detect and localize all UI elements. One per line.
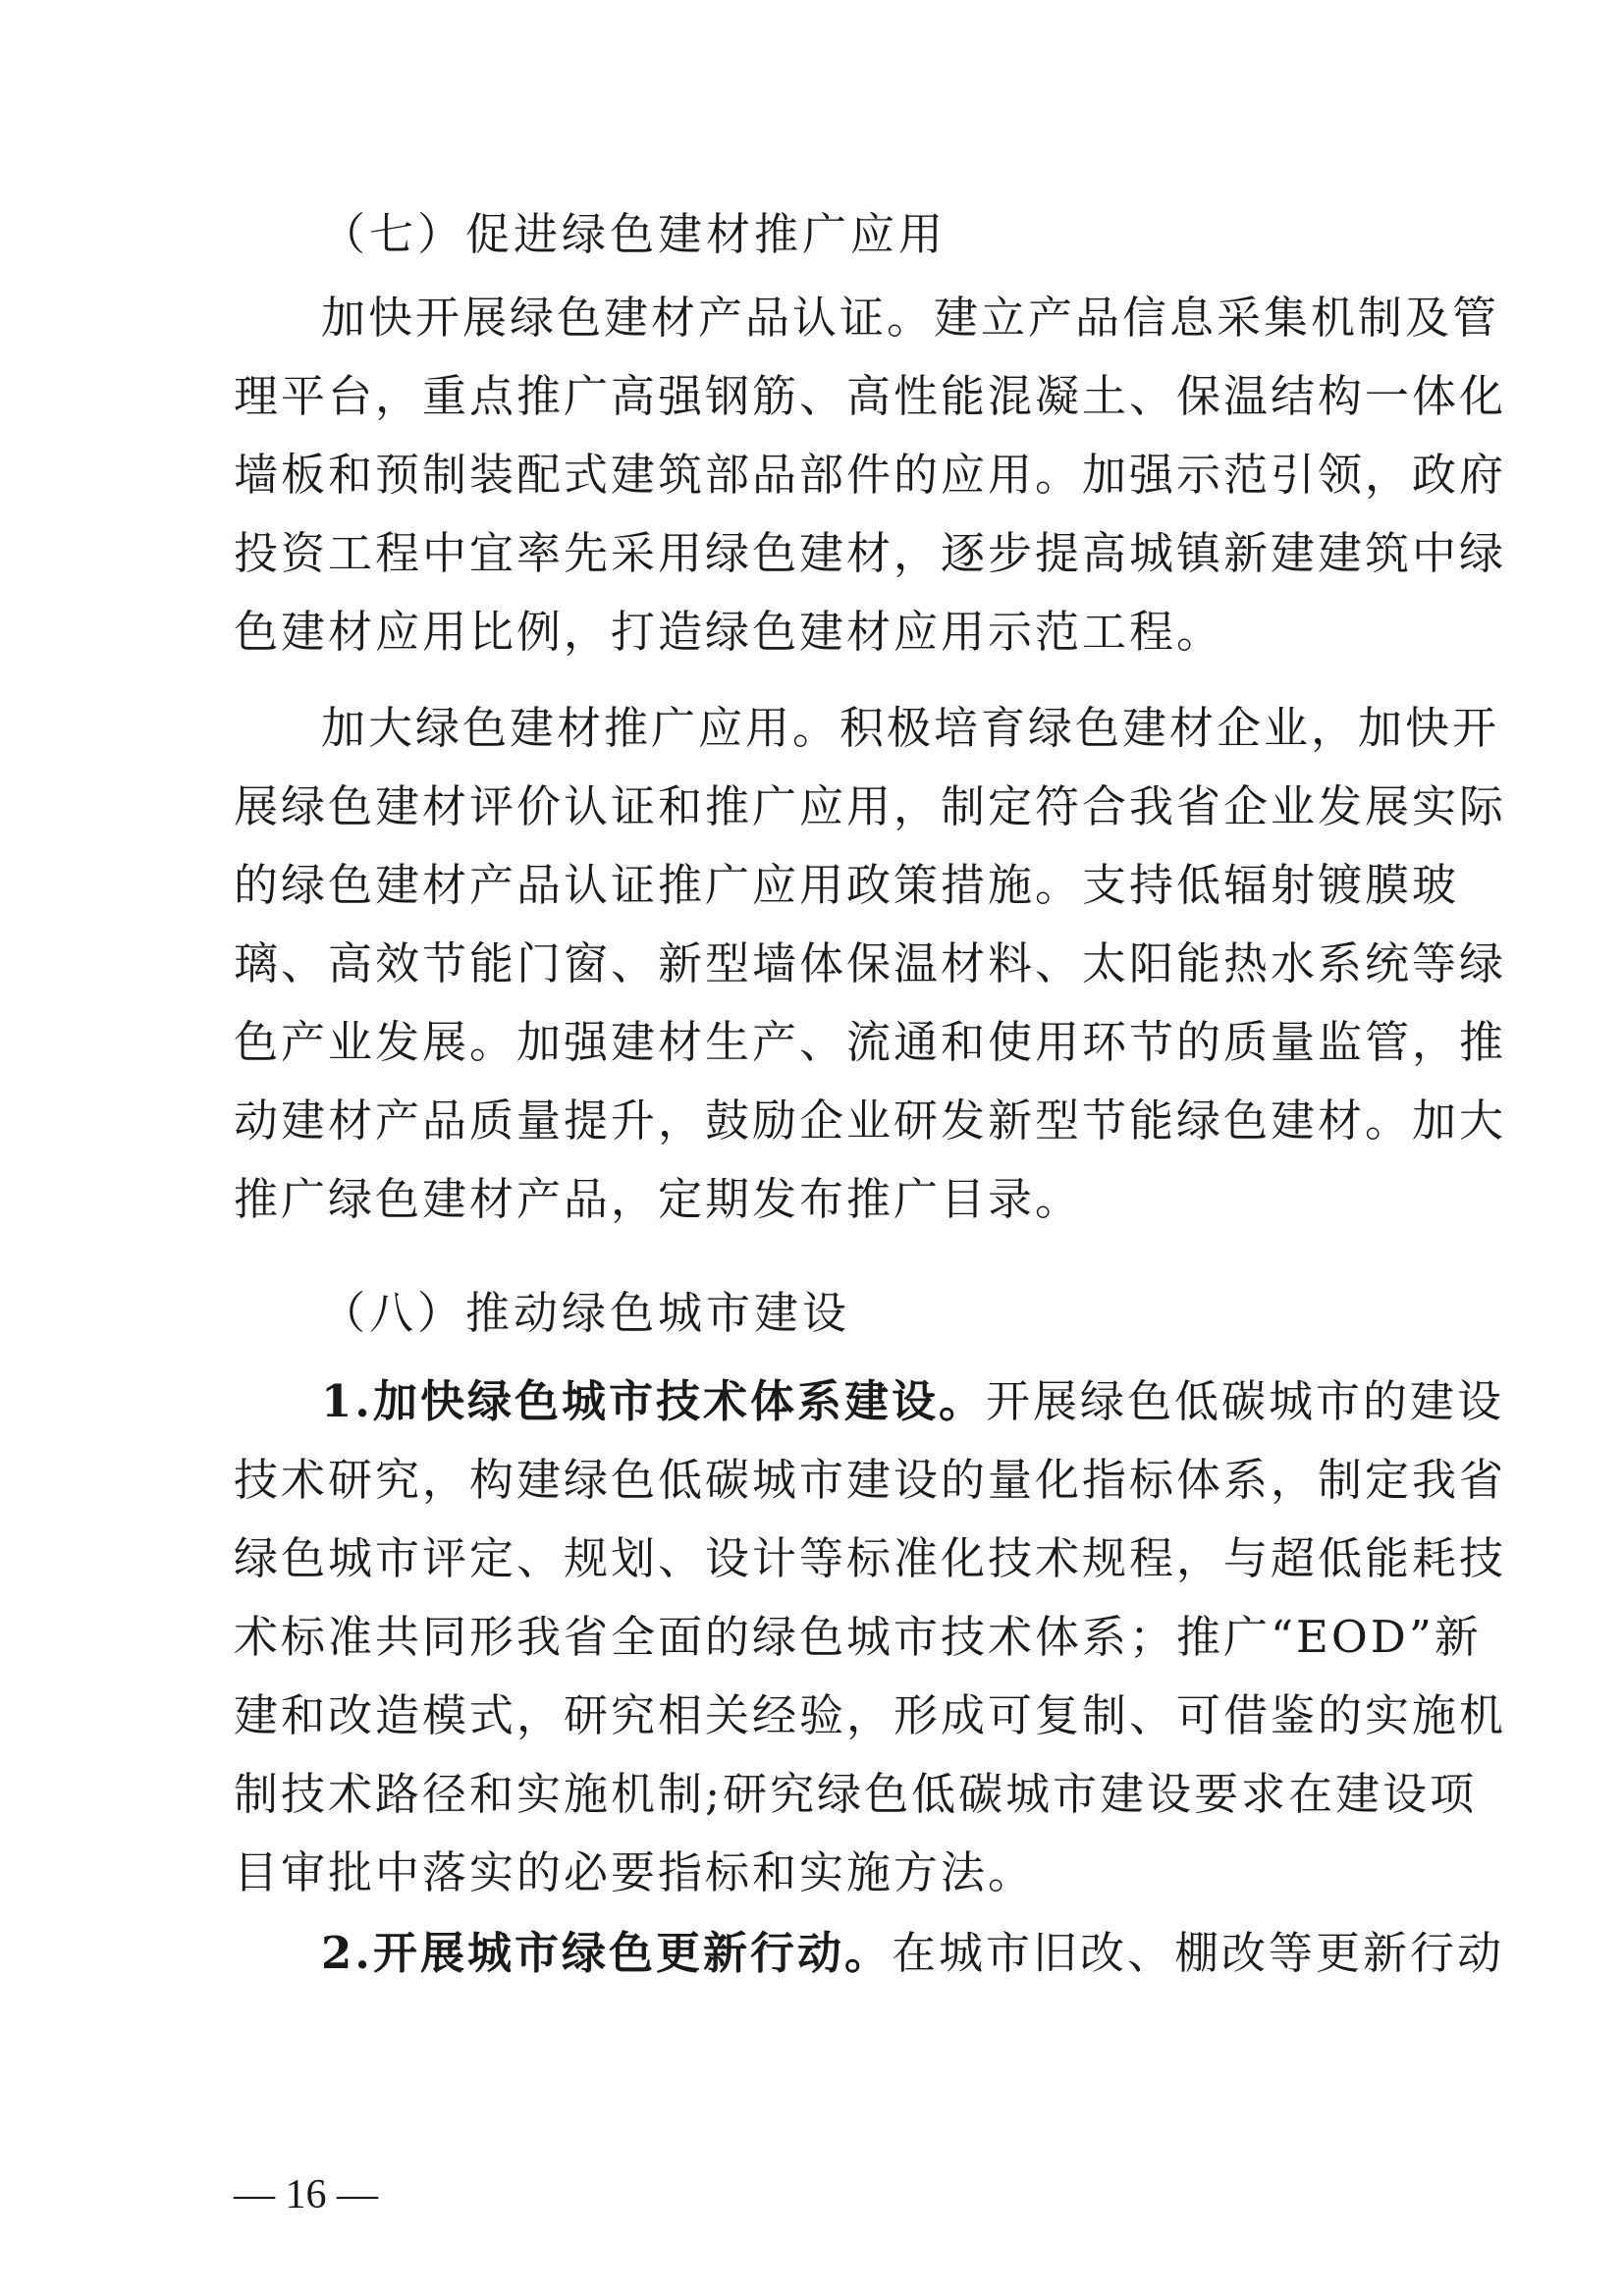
- paragraph-line: 墙板和预制装配式建筑部品部件的应用。加强示范引领，政府: [234, 449, 1507, 501]
- item-lead-2: 2.开展城市绿色更新行动。: [321, 1927, 892, 1979]
- paragraph-line: 制技术路径和实施机制;研究绿色低碳城市建设要求在建设项: [234, 1768, 1478, 1820]
- paragraph-line: [321, 1924, 1504, 1983]
- paragraph-line: [321, 1372, 1504, 1431]
- item-lead-1: 1.加快绿色城市技术体系建设。: [321, 1375, 986, 1427]
- item-text: 开展绿色低碳城市的建设: [985, 1375, 1504, 1427]
- paragraph-line: 推广绿色建材产品，定期发布推广目录。: [234, 1173, 1083, 1225]
- section-heading-8: （八）推动绿色城市建设: [321, 1287, 851, 1339]
- paragraph-line: 动建材产品质量提升，鼓励企业研发新型节能绿色建材。加大: [234, 1095, 1507, 1147]
- paragraph-line: 色建材应用比例，打造绿色建材应用示范工程。: [234, 606, 1224, 658]
- section-heading-7: （七）促进绿色建材推广应用: [321, 208, 947, 260]
- paragraph-line: 技术研究，构建绿色低碳城市建设的量化指标体系，制定我省: [234, 1454, 1507, 1506]
- paragraph-line: 色产业发展。加强建材生产、流通和使用环节的质量监管，推: [234, 1016, 1507, 1068]
- paragraph-line: 术标准共同形我省全面的绿色城市技术体系；推广“EOD”新: [234, 1611, 1482, 1663]
- page-number: — 16 —: [234, 2172, 378, 2217]
- paragraph-line: 绿色城市评定、规划、设计等标准化技术规程，与超低能耗技: [234, 1532, 1507, 1584]
- paragraph-line: 投资工程中宜率先采用绿色建材，逐步提高城镇新建建筑中绿: [234, 527, 1507, 579]
- item-text: 在城市旧改、棚改等更新行动: [891, 1927, 1504, 1979]
- paragraph-line: 璃、高效节能门窗、新型墙体保温材料、太阳能热水系统等绿: [234, 937, 1507, 989]
- paragraph-line: 建和改造模式，研究相关经验，形成可复制、可借鉴的实施机: [234, 1689, 1507, 1741]
- paragraph-line: 理平台，重点推广高强钢筋、高性能混凝土、保温结构一体化: [234, 370, 1507, 422]
- paragraph-line: 加大绿色建材推广应用。积极培育绿色建材企业，加快开: [321, 702, 1500, 754]
- paragraph-line: 加快开展绿色建材产品认证。建立产品信息采集机制及管: [321, 292, 1500, 344]
- paragraph-line: 目审批中落实的必要指标和实施方法。: [234, 1846, 1036, 1898]
- paragraph-line: 展绿色建材评价认证和推广应用，制定符合我省企业发展实际: [234, 780, 1507, 832]
- paragraph-line: 的绿色建材产品认证推广应用政策措施。支持低辐射镀膜玻: [234, 859, 1460, 911]
